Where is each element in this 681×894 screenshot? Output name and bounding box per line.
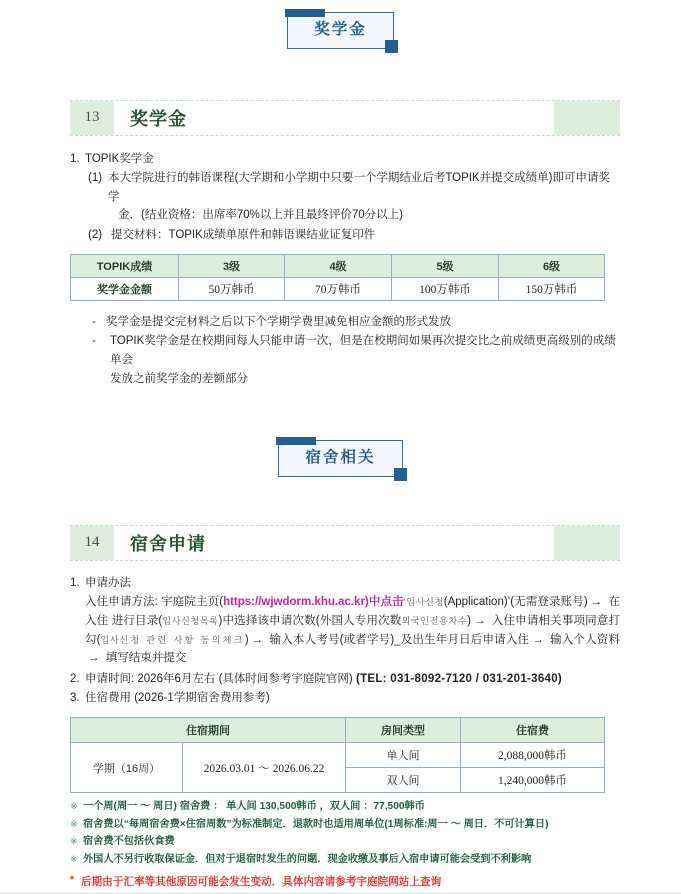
section-13-header-tail xyxy=(554,101,620,135)
banner-dormitory-wrap xyxy=(0,440,681,477)
contact-phone-numbers: (TEL: 031-8092-7120 / 031-201-3640) xyxy=(355,672,563,685)
table-cell: 70万韩币 xyxy=(285,277,392,300)
procedure-text-1: 宇庭院主页( xyxy=(161,596,224,609)
list-item xyxy=(70,670,620,689)
procedure-text-7: ) xyxy=(467,614,471,627)
banner-corner-bottom-right-icon xyxy=(385,40,398,53)
procedure-text-3: (Application)’(无需登录账号) xyxy=(443,596,588,609)
fee-footnotes xyxy=(0,798,681,868)
procedure-korean-1: ‘입사신청 xyxy=(403,597,444,608)
table-header-cell: 住宿费 xyxy=(461,718,605,743)
procedure-text-2: )中点击 xyxy=(364,596,404,609)
section-13-number: 13 xyxy=(70,101,114,135)
procedure-korean-5: 신청 관련 사항 동의체크 xyxy=(119,634,245,645)
note-text-line2: 发放之前奖学金的差额部分 xyxy=(110,372,248,385)
banner-corner-top-left-icon xyxy=(276,437,316,445)
table-header-cell: 5级 xyxy=(392,254,499,277)
topik-scholarship-table xyxy=(70,254,605,301)
note-item xyxy=(92,332,620,388)
banner-scholarship xyxy=(287,12,394,49)
footnote-marker-icon: ※ xyxy=(70,853,78,864)
table-cell: 150万韩币 xyxy=(499,277,605,300)
application-period-line xyxy=(85,670,562,689)
table-header-cell: 6级 xyxy=(499,254,605,277)
topik-table-wrap xyxy=(0,254,681,301)
warning-marker-icon: * xyxy=(70,874,75,887)
list-marker: 1. xyxy=(70,152,80,165)
table-row-header-cell: 奖学金金额 xyxy=(71,277,179,300)
note-text: 奖学金是提交完材料之后以下个学期学费里减免相应金额的形式发放 xyxy=(106,315,451,328)
table-row xyxy=(71,277,605,300)
section-13-body xyxy=(0,150,681,245)
scholarship-eligibility-text xyxy=(108,169,620,225)
semester-label: 学期 xyxy=(92,762,115,775)
procedure-text-8: 入住申请相关事项同意打勾( xyxy=(85,614,621,646)
semester-weeks: （16周） xyxy=(114,762,161,775)
list-item xyxy=(70,574,620,593)
procedure-korean-3: 외국인전용차수 xyxy=(401,615,468,626)
table-header-cell: 住宿期间 xyxy=(71,718,346,743)
table-row xyxy=(71,743,605,768)
banner-scholarship-text: 奖学金 xyxy=(314,21,367,38)
list-item xyxy=(70,689,620,708)
list-item xyxy=(88,226,620,245)
application-procedure-paragraph xyxy=(85,593,620,668)
warning-text: 后期由于汇率等其他原因可能会发生变动．具体内容请参考宇庭院网站上查询 xyxy=(81,876,442,889)
list-marker: (1) xyxy=(88,172,103,185)
note-text xyxy=(110,332,620,388)
dormitory-fee-table xyxy=(70,717,605,793)
banner-scholarship-wrap xyxy=(0,12,681,49)
table-cell: 100万韩币 xyxy=(392,277,499,300)
arrow-icon: → xyxy=(473,614,486,627)
room-type-cell: 双人间 xyxy=(346,768,461,793)
footnote-item xyxy=(70,851,620,869)
procedure-text-12: 填写结束并提交 xyxy=(105,652,187,665)
arrow-icon: → xyxy=(532,633,544,646)
section-13-notes xyxy=(0,313,681,389)
arrow-icon: → xyxy=(88,652,100,665)
banner-corner-top-left-icon xyxy=(285,9,325,17)
list-item xyxy=(70,150,620,169)
footnote-text: 宿舍费不包括伙食费 xyxy=(83,836,175,848)
procedure-text-10: 输入本人考号(或者学号)_及出生年月日后申请入住 xyxy=(269,633,530,646)
footnote-text: 宿舍费以“每周宿舍费×住宿周数”为标准制定．退款时也适用周单位(1周标准:周一 ～ 周日．不可计算日) xyxy=(83,818,549,830)
topik-scholarship-label: TOPIK奖学金 xyxy=(85,152,154,165)
procedure-text-9: ) xyxy=(244,633,249,646)
list-marker: 3. xyxy=(70,692,80,705)
table-cell: 50万韩币 xyxy=(179,277,285,300)
section-14-header-tail xyxy=(554,526,620,560)
footnote-marker-icon: ※ xyxy=(70,801,78,811)
footnote-text: 一个周(周一 ～ 周日) 宿舍费 ： 单人间 130,500韩币 ，双人间 ：77,500韩币 xyxy=(83,801,425,812)
dorm-homepage-url[interactable]: https://wjwdorm.khu.ac.kr xyxy=(223,596,365,609)
footnote-item xyxy=(70,833,620,851)
procedure-korean-2: 입사신청목록 xyxy=(162,615,219,626)
footnote-item xyxy=(70,798,620,816)
footnote-text: 外国人不另行收取保证金．但对于退宿时发生的问题．现金收缴及事后入宿申请可能会受到不利影响 xyxy=(83,853,532,865)
procedure-label: 入住申请方法: xyxy=(85,596,158,609)
fee-cell: 2,088,000韩币 xyxy=(461,743,605,768)
list-marker: (2) xyxy=(88,229,103,241)
note-text-line1: TOPIK奖学金是在校期间每人只能申请一次，但是在校期间如果再次提交比之前成绩更高级别的成绩单会 xyxy=(110,335,616,366)
section-14-number: 14 xyxy=(70,526,114,560)
period-cell: 2026.03.01 ～ 2026.06.22 xyxy=(183,743,346,793)
table-header-cell: 3级 xyxy=(179,254,285,277)
note-marker: - xyxy=(92,335,96,348)
scholarship-materials-text: 提交材料：TOPIK成绩单原件和韩语课结业证复印件 xyxy=(111,229,376,241)
procedure-korean-4: 입사 xyxy=(100,634,120,645)
room-type-cell: 单人间 xyxy=(346,743,461,768)
procedure-text-5: 进行目录( xyxy=(111,614,163,627)
scholarship-eligibility-line1: 本大学院进行的韩语课程(大学期和小学期中只要一个学期结业后考TOPIK并提交成绩单)即可申请奖学 xyxy=(108,172,610,203)
arrow-icon: → xyxy=(251,633,264,646)
section-14-title: 宿舍申请 xyxy=(114,526,554,560)
table-row xyxy=(71,254,605,277)
table-header-cell: TOPIK成绩 xyxy=(71,254,179,277)
list-item xyxy=(88,169,620,225)
dorm-fee-label: 住宿费用 (2026-1学期宿舍费用参考) xyxy=(85,692,270,705)
section-14 xyxy=(0,525,681,561)
procedure-text-11: 输入个人资料 xyxy=(550,633,620,646)
table-header-cell: 4级 xyxy=(285,254,392,277)
section-13-title: 奖学金 xyxy=(114,101,554,135)
banner-dormitory xyxy=(278,440,402,477)
semester-cell xyxy=(71,743,183,793)
fee-table-wrap xyxy=(0,717,681,793)
fee-cell: 1,240,000韩币 xyxy=(461,768,605,793)
application-period-text: 申请时间: 2026年6月左右 (具体时间参考宇庭院官网) xyxy=(85,672,353,685)
table-header-cell: 房间类型 xyxy=(346,718,461,743)
application-method-label: 申请办法 xyxy=(85,576,131,589)
note-marker: - xyxy=(92,315,96,328)
banner-dormitory-text: 宿舍相关 xyxy=(305,449,376,467)
section-14-header xyxy=(70,525,620,561)
note-item xyxy=(92,313,620,332)
section-13 xyxy=(0,100,681,136)
section-14-body xyxy=(0,574,681,708)
scholarship-eligibility-line2: 金．(结业资格：出席率70%以上并且最终评价70分以上) xyxy=(118,209,403,222)
procedure-text-6: )中选择该申请次数(外国人专用次数 xyxy=(218,614,402,627)
list-marker: 1. xyxy=(70,576,80,589)
arrow-icon: → xyxy=(590,596,603,609)
table-row xyxy=(71,718,605,743)
list-marker: 2. xyxy=(70,672,80,685)
footnote-marker-icon: ※ xyxy=(70,836,78,847)
procedure-text-4: 在入住 xyxy=(85,596,620,627)
banner-corner-bottom-right-icon xyxy=(394,468,407,481)
footnote-item xyxy=(70,816,620,834)
section-13-header xyxy=(70,100,620,136)
footnote-marker-icon: ※ xyxy=(70,818,78,829)
